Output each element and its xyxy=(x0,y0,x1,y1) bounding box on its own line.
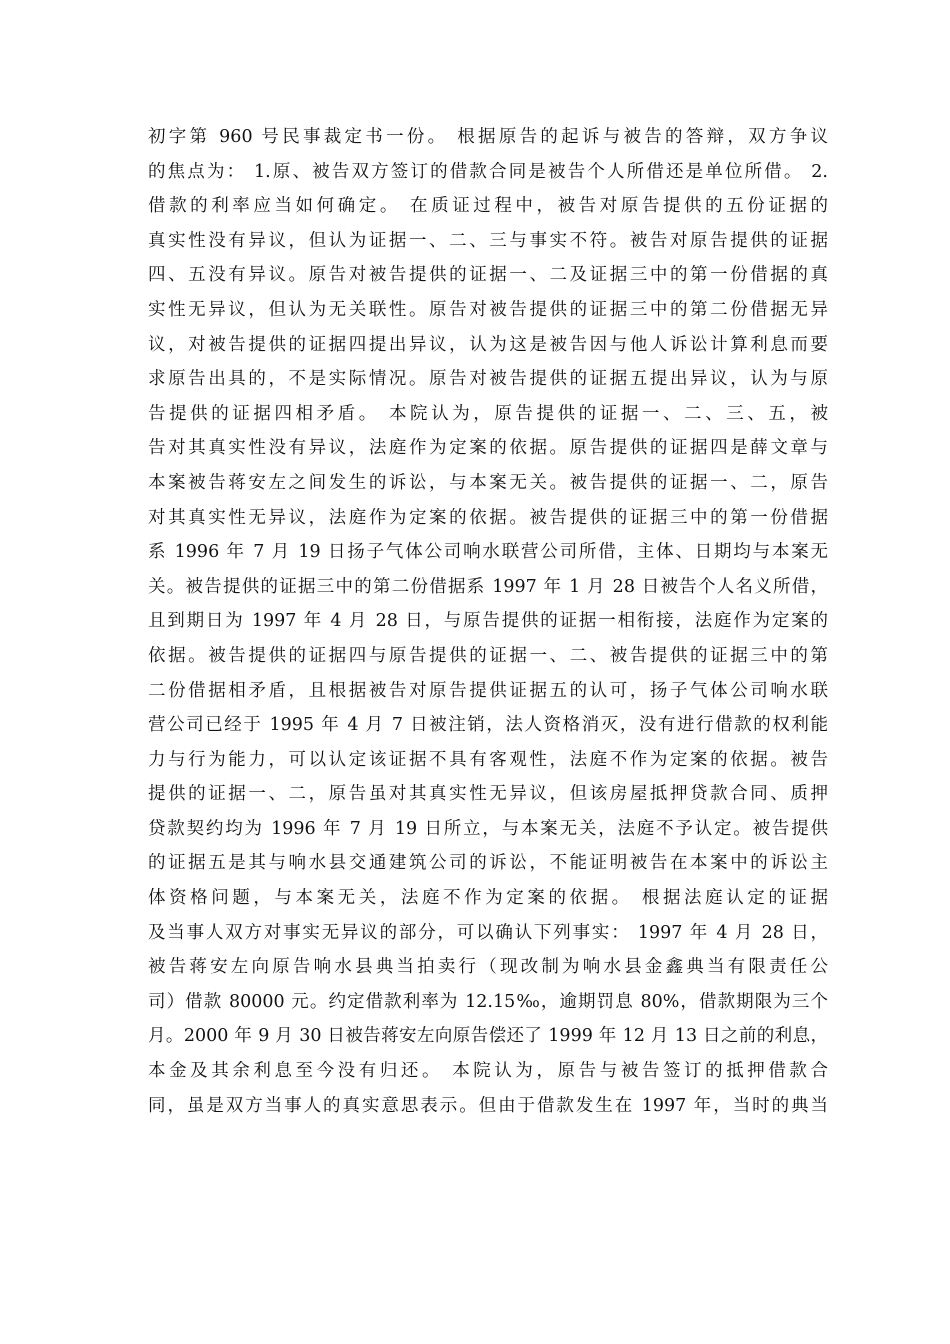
text-line: 的焦点为： 1.原、被告双方签订的借款合同是被告个人所借还是单位所借。 2. xyxy=(148,161,828,182)
text-line: 系 1996 年 7 月 19 日扬子气体公司响水联营公司所借，主体、日期均与本案无 xyxy=(148,542,828,563)
text-line: 求原告出具的，不是实际情况。原告对被告提供的证据五提出异议，认为与原 xyxy=(148,369,828,390)
text-line: 真实性没有异议，但认为证据一、二、三与事实不符。被告对原告提供的证据 xyxy=(148,230,828,251)
text-line: 月。2000 年 9 月 30 日被告蒋安左向原告偿还了 1999 年 12 月 13 日之前的利息， xyxy=(148,1026,828,1047)
text-line: 提供的证据一、二，原告虽对其真实性无异议，但该房屋抵押贷款合同、质押 xyxy=(148,784,828,805)
text-line: 贷款契约均为 1996 年 7 月 19 日所立，与本案无关，法庭不予认定。被告提供 xyxy=(148,818,828,839)
text-line: 议，对被告提供的证据四提出异议，认为这是被告因与他人诉讼计算利息而要 xyxy=(148,334,828,355)
text-line: 及当事人双方对事实无异议的部分，可以确认下列事实： 1997 年 4 月 28 日， xyxy=(148,922,828,943)
text-line: 告对其真实性没有异议，法庭作为定案的依据。原告提供的证据四是薛文章与 xyxy=(148,438,828,459)
text-line: 借款的利率应当如何确定。 在质证过程中，被告对原告提供的五份证据的 xyxy=(148,196,828,217)
text-line: 初字第 960 号民事裁定书一份。 根据原告的起诉与被告的答辩，双方争议 xyxy=(148,127,828,147)
text-line: 被告蒋安左向原告响水县典当拍卖行（现改制为响水县金鑫典当有限责任公 xyxy=(148,957,828,978)
text-line: 本案被告蒋安左之间发生的诉讼，与本案无关。被告提供的证据一、二，原告 xyxy=(148,472,828,493)
text-line: 依据。被告提供的证据四与原告提供的证据一、二、被告提供的证据三中的第 xyxy=(148,645,828,666)
text-line: 营公司已经于 1995 年 4 月 7 日被注销，法人资格消灭，没有进行借款的权利能 xyxy=(148,715,828,736)
text-line: 关。被告提供的证据三中的第二份借据系 1997 年 1 月 28 日被告个人名义所借， xyxy=(148,576,828,597)
text-line: 的证据五是其与响水县交通建筑公司的诉讼，不能证明被告在本案中的诉讼主 xyxy=(148,853,828,874)
text-line: 本金及其余利息至今没有归还。 本院认为，原告与被告签订的抵押借款合 xyxy=(148,1061,828,1082)
text-line: 力与行为能力，可以认定该证据不具有客观性，法庭不作为定案的依据。被告 xyxy=(148,749,828,770)
document-body xyxy=(148,120,828,1123)
text-line: 司）借款 80000 元。约定借款利率为 12.15‰，逾期罚息 80%，借款期限为三个 xyxy=(148,991,828,1012)
text-line: 四、五没有异议。原告对被告提供的证据一、二及证据三中的第一份借据的真 xyxy=(148,265,828,286)
text-line: 对其真实性无异议，法庭作为定案的依据。被告提供的证据三中的第一份借据 xyxy=(148,507,828,528)
text-line: 体资格问题，与本案无关，法庭不作为定案的依据。 根据法庭认定的证据 xyxy=(148,888,828,909)
text-line: 告提供的证据四相矛盾。 本院认为，原告提供的证据一、二、三、五，被 xyxy=(148,403,828,424)
text-line: 实性无异议，但认为无关联性。原告对被告提供的证据三中的第二份借据无异 xyxy=(148,299,828,320)
text-line: 二份借据相矛盾，且根据被告对原告提供证据五的认可，扬子气体公司响水联 xyxy=(148,680,828,701)
text-line: 同，虽是双方当事人的真实意思表示。但由于借款发生在 1997 年，当时的典当 xyxy=(148,1095,828,1116)
text-line: 且到期日为 1997 年 4 月 28 日，与原告提供的证据一相衔接，法庭作为定案的 xyxy=(148,611,828,632)
